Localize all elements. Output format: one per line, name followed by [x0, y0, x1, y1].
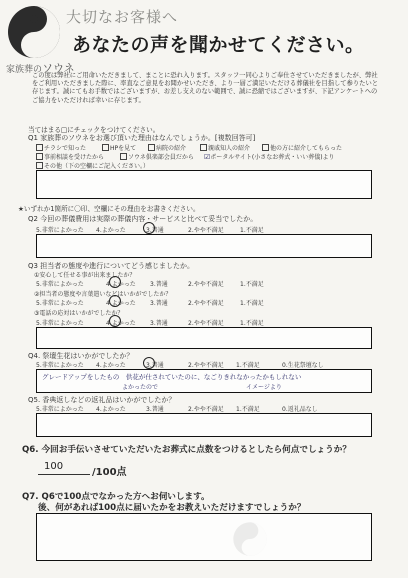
q1-option-flyer[interactable] [36, 143, 86, 152]
q4-handwritten-note: よかったので [122, 384, 159, 391]
q3-sub3-scale-4[interactable]: 4.よかった [106, 320, 136, 327]
checkbox-icon [36, 144, 43, 151]
q4-handwritten-comment: グレードアップをしたもの 供花が仕されていたのに、なごりきれなかったかもしれない [42, 373, 302, 381]
q6-score-line [38, 474, 90, 475]
checkbox-icon [148, 144, 155, 151]
q7-comment-box[interactable] [36, 513, 372, 561]
instruction: 当てはまる□にチェックをつけてください。 [28, 126, 160, 134]
q7-subtitle: 後、何があれば100点に届いたかをお教えいただけますでしょうか？ [38, 503, 306, 513]
q6-score-suffix: /100点 [92, 467, 127, 478]
q5-title: Q5. 香典返しなどの返礼品はいかがでしたか？ [28, 396, 176, 404]
q3-sub2-scale-2[interactable]: 2.やや不満足 [188, 300, 224, 307]
q3-sub2: ②担当者の態度や言葉遣いなどはいかがでしたか？ [34, 291, 172, 298]
q1-option-other[interactable] [36, 161, 149, 170]
q4-scale-2[interactable]: 2.やや不満足 [188, 362, 224, 369]
q1-option-label: ポータルサイト(小さなお葬式・いい葬儀)より [210, 154, 335, 161]
q5-comment-box[interactable] [36, 413, 372, 437]
q3-comment-box[interactable] [36, 327, 372, 349]
checkbox-icon [36, 162, 43, 169]
q1-option-label: HPを見て [110, 145, 137, 152]
q5-scale-4[interactable]: 4.よかった [96, 406, 126, 413]
q1-option-hospital[interactable] [148, 143, 186, 152]
checkbox-icon [102, 144, 109, 151]
q3-sub1: ①安心して任せる事が出来ましたか？ [34, 272, 136, 279]
q5-scale-0[interactable]: 0.返礼品なし [282, 406, 318, 413]
q3-sub2-scale-1[interactable]: 1.不満足 [240, 300, 264, 307]
q1-comment-box[interactable] [36, 170, 372, 199]
q3-sub3-scale-3[interactable]: 3.普通 [150, 320, 168, 327]
brand-logo-icon [6, 4, 62, 60]
q1-option-label: チラシで知った [44, 145, 87, 152]
q1-option-label: その他（下の空欄にご記入ください。） [44, 163, 150, 170]
q3-sub1-scale-3[interactable]: 3.普通 [150, 281, 168, 288]
q3-sub3: ③電話の応対はいかがでしたか？ [34, 310, 124, 317]
brand-prefix: 家族葬の [6, 65, 43, 75]
q3-title: Q3 担当者の態度や進行についてどう感じましたか。 [28, 262, 195, 270]
q1-option-hp[interactable] [102, 143, 136, 152]
q3-sub3-scale-2[interactable]: 2.やや不満足 [188, 320, 224, 327]
q1-option-referral[interactable] [262, 143, 342, 152]
q1-option-label: 病院の紹介 [156, 145, 187, 152]
q6-score-written[interactable]: 100 [44, 461, 64, 472]
q4-title: Q4. 祭壇生花はいかがでしたか？ [28, 352, 134, 360]
q3-sub3-scale-1[interactable]: 1.不満足 [240, 320, 264, 327]
checkbox-icon [120, 153, 127, 160]
q2-scale-3[interactable]: 3.普通 [146, 227, 164, 234]
q1-option-acquaintance[interactable] [200, 143, 250, 152]
intro-text: この度は弊社にご用命いただきまして、まことに恐れ入ります。スタッフ一同心よりご奉仕させていただきましたが、弊社をご利用いただきました際に、率直なご意見をお聞かせいただき、より一層ご満足いただける葬儀社を目指して参りたいと存じます。誠にてもお手数ではございますが、お差し支えのない範囲で、誠に恐縮ではございますが、下記アンケートへのご協力をいただければ幸いに存じます。 [32, 72, 379, 104]
q2-scale-1[interactable]: 1.不満足 [240, 227, 264, 234]
q1-title: Q1 家族葬のソウネをお選び頂いた理由はなんでしょうか。[複数回答可] [28, 134, 256, 142]
checkmark-icon: ☑ [204, 153, 211, 161]
instruction-note: ★いずれか1箇所に〇印、空欄にその理由をお書きください。 [18, 205, 200, 213]
checkbox-icon [200, 144, 207, 151]
brand-emph: ソウネ [42, 62, 75, 75]
q1-option-label: 親戚知人の紹介 [208, 145, 251, 152]
q2-scale-5[interactable]: 5.非常によかった [36, 227, 84, 234]
q2-comment-box[interactable] [36, 234, 372, 258]
q1-option-label: 他の方に紹介してもらった [270, 145, 343, 152]
q4-handwritten-note-2: イメージより [246, 384, 282, 391]
q3-sub3-scale-5[interactable]: 5.非常によかった [36, 320, 84, 327]
q3-sub1-scale-5[interactable]: 5.非常によかった [36, 281, 84, 288]
q5-scale-1[interactable]: 1.不満足 [236, 406, 260, 413]
title-small: 大切なお客様へ [66, 8, 179, 26]
q1-option-label: 事前相談を受けたから [44, 154, 105, 161]
q2-scale-4[interactable]: 4.よかった [96, 227, 126, 234]
q3-sub1-scale-4[interactable]: 4.よかった [106, 281, 136, 288]
q4-scale-5[interactable]: 5.非常によかった [36, 362, 84, 369]
q4-scale-0[interactable]: 0.生花祭壇なし [282, 362, 324, 369]
q3-sub2-scale-4[interactable]: 4.よかった [106, 300, 136, 307]
watermark-logo-icon [232, 521, 268, 557]
q1-option-portal[interactable] [204, 152, 335, 161]
q1-option-label: ソウネ倶楽部会員だから [128, 154, 194, 161]
q4-scale-3[interactable]: 3.普通 [146, 362, 164, 369]
page-title: あなたの声を聞かせてください。 [72, 34, 365, 56]
q4-scale-1[interactable]: 1.不満足 [236, 362, 260, 369]
q3-sub2-scale-5[interactable]: 5.非常によかった [36, 300, 84, 307]
q1-option-consult[interactable] [36, 152, 104, 161]
q5-scale-3[interactable]: 3.普通 [146, 406, 164, 413]
q3-sub2-scale-3[interactable]: 3.普通 [150, 300, 168, 307]
checkbox-icon [36, 153, 43, 160]
q5-scale-5[interactable]: 5.非常によかった [36, 406, 84, 413]
q3-sub1-scale-2[interactable]: 2.やや不満足 [188, 281, 224, 288]
q2-scale-2[interactable]: 2.やや不満足 [188, 227, 224, 234]
q4-scale-4[interactable]: 4.よかった [96, 362, 126, 369]
q6-title: Q6. 今回お手伝いさせていただいたお葬式に点数をつけるとしたら何点でしょうか？ [22, 445, 351, 455]
q3-sub1-scale-1[interactable]: 1.不満足 [240, 281, 264, 288]
checkbox-icon [262, 144, 269, 151]
q7-title: Q7. Q6で100点でなかった方へお伺いします。 [22, 492, 210, 502]
q1-option-member[interactable] [120, 152, 194, 161]
q2-title: Q2 今回の葬儀費用は実際の葬儀内容・サービスと比べて妥当でしたか。 [28, 215, 258, 223]
q5-scale-2[interactable]: 2.やや不満足 [188, 406, 224, 413]
